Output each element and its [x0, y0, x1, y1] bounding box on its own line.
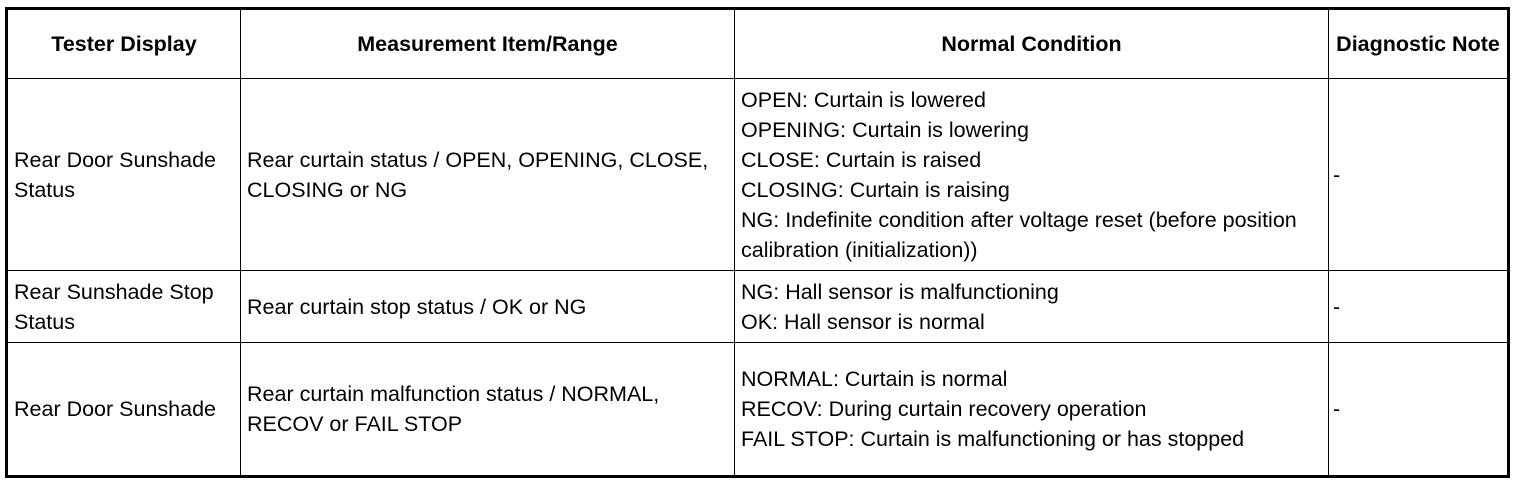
measurement-cell: Rear curtain stop status / OK or NG	[241, 271, 735, 343]
condition-line: OPENING: Curtain is lowering	[741, 117, 1029, 142]
condition-line: CLOSE: Curtain is raised	[741, 147, 982, 172]
condition-line: NG: Indefinite condition after voltage reset (before position calibration (initialization))	[741, 207, 1297, 262]
condition-line: NG: Hall sensor is malfunctioning	[741, 279, 1059, 304]
diagnostic-note-cell: -	[1329, 79, 1509, 271]
table-row	[7, 343, 1509, 477]
measurement-cell: Rear curtain status / OPEN, OPENING, CLOSE, CLOSING or NG	[241, 79, 735, 271]
header-diagnostic-note: Diagnostic Note	[1329, 9, 1509, 79]
normal-condition-cell	[735, 343, 1329, 477]
condition-line: CLOSING: Curtain is raising	[741, 177, 1010, 202]
condition-line: RECOV: During curtain recovery operation	[741, 397, 1147, 421]
table-row	[7, 271, 1509, 343]
tester-display-cell: Rear Door Sunshade	[7, 343, 241, 477]
header-measurement: Measurement Item/Range	[241, 9, 735, 79]
data-list-table	[5, 7, 1510, 478]
condition-line: OK: Hall sensor is normal	[741, 309, 985, 334]
tester-display-cell: Rear Door Sunshade Status	[7, 79, 241, 271]
diagnostic-note-cell: -	[1329, 271, 1509, 343]
diagnostic-note-cell: -	[1329, 343, 1509, 477]
condition-line: FAIL STOP: Curtain is malfunctioning or has stopped	[741, 427, 1245, 451]
measurement-cell: Rear curtain malfunction status / NORMAL, RECOV or FAIL STOP	[241, 343, 735, 477]
table-row	[7, 79, 1509, 271]
normal-condition-cell	[735, 79, 1329, 271]
normal-condition-cell	[735, 271, 1329, 343]
header-normal-condition: Normal Condition	[735, 9, 1329, 79]
condition-line: NORMAL: Curtain is normal	[741, 367, 1008, 391]
tester-display-cell: Rear Sunshade Stop Status	[7, 271, 241, 343]
header-row	[7, 9, 1509, 79]
condition-line: OPEN: Curtain is lowered	[741, 87, 986, 112]
header-tester-display: Tester Display	[7, 9, 241, 79]
